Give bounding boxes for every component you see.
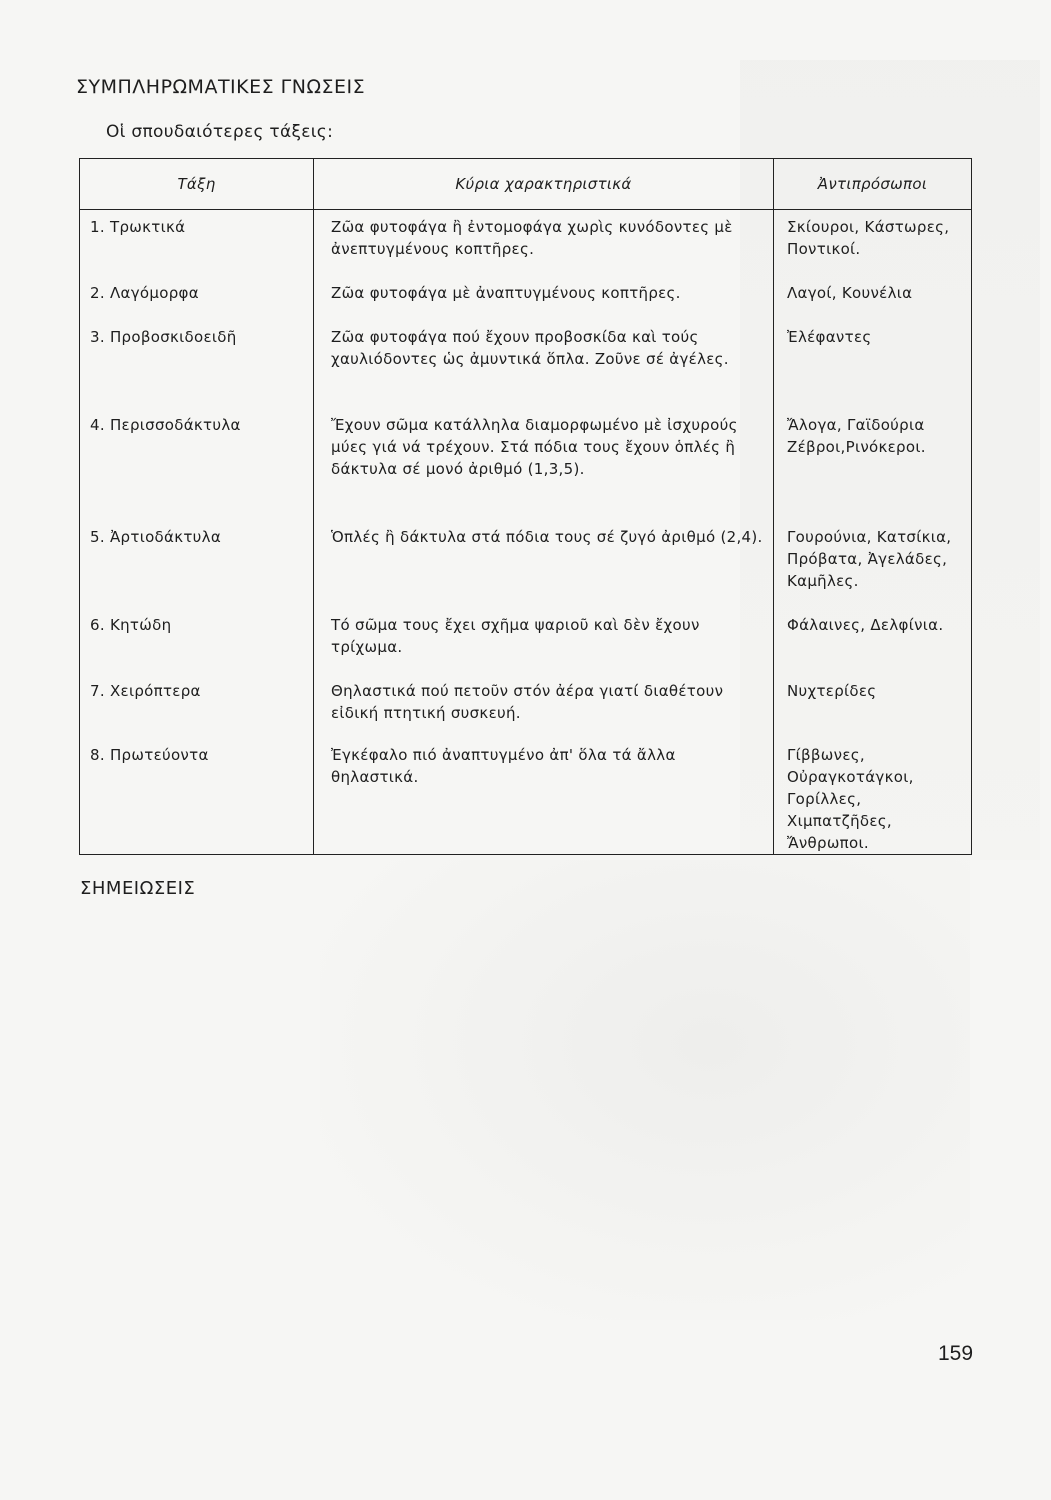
notes-heading: ΣΗΜΕΙΩΣΕΙΣ [80,878,196,899]
table-row [80,320,972,408]
cell-order: 3. Προβοσκιδοειδῆ [80,320,314,408]
cell-features: Ἐγκέφαλο πιό ἀναπτυγμένο ἀπ' ὅλα τά ἄλλα θηλαστικά. [314,738,774,855]
cell-representatives: Φάλαινες, Δελφίνια. [774,608,972,674]
cell-representatives: Ἐλέφαντες [774,320,972,408]
cell-order: 5. Ἀρτιοδάκτυλα [80,520,314,608]
cell-features: Θηλαστικά πού πετοῦν στόν ἀέρα γιατί διαθέτουν εἰδική πτητική συσκευή. [314,674,774,738]
cell-order: 4. Περισσοδάκτυλα [80,408,314,520]
table-row [80,520,972,608]
table-row [80,408,972,520]
cell-representatives: Ἄλογα, Γαϊδούρια Ζέβροι,Ρινόκεροι. [774,408,972,520]
show-through-flower-shadow [320,860,970,1320]
cell-representatives: Λαγοί, Κουνέλια [774,276,972,320]
cell-features: Ὁπλές ἢ δάκτυλα στά πόδια τους σέ ζυγό ἀριθμό (2,4). [314,520,774,608]
cell-representatives: Γουρούνια, Κατσίκια, Πρόβατα, Ἀγελάδες, Καμῆλες. [774,520,972,608]
orders-table [79,158,972,855]
cell-features: Ζῶα φυτοφάγα πού ἔχουν προβοσκίδα καὶ τούς χαυλιόδοντες ὡς ἀμυντικά ὅπλα. Ζοῦνε σέ ἀγέλες. [314,320,774,408]
cell-order: 8. Πρωτεύοντα [80,738,314,855]
cell-order: 6. Κητώδη [80,608,314,674]
cell-order: 1. Τρωκτικά [80,210,314,276]
cell-features: Ἔχουν σῶμα κατάλληλα διαμορφωμένο μὲ ἰσχυρούς μύες γιά νά τρέχουν. Στά πόδια τους ἔχουν ὁπλές ἢ δάκτυλα σέ μονό ἀριθμό (1,3,5). [314,408,774,520]
table-row [80,210,972,276]
header-order: Τάξη [80,159,314,210]
table-header-row [80,159,972,210]
section-subheading: Οἱ σπουδαιότερες τάξεις: [106,122,334,142]
table-row [80,738,972,855]
table-row [80,608,972,674]
cell-representatives: Γίββωνες, Οὐραγκοτάγκοι, Γορίλλες, Χιμπατζῆδες, Ἄνθρωποι. [774,738,972,855]
header-representatives: Ἀντιπρόσωποι [774,159,972,210]
cell-order: 2. Λαγόμορφα [80,276,314,320]
table-row [80,276,972,320]
section-heading: ΣΥΜΠΛΗΡΩΜΑΤΙΚΕΣ ΓΝΩΣΕΙΣ [76,76,366,98]
table-row [80,674,972,738]
cell-representatives: Σκίουροι, Κάστωρες, Ποντικοί. [774,210,972,276]
cell-features: Τό σῶμα τους ἔχει σχῆμα ψαριοῦ καὶ δὲν ἔχουν τρίχωμα. [314,608,774,674]
cell-order: 7. Χειρόπτερα [80,674,314,738]
cell-representatives: Νυχτερίδες [774,674,972,738]
page-number: 159 [938,1342,974,1365]
cell-features: Ζῶα φυτοφάγα ἢ ἐντομοφάγα χωρὶς κυνόδοντες μὲ ἀνεπτυγμένους κοπτῆρες. [314,210,774,276]
cell-features: Ζῶα φυτοφάγα μὲ ἀναπτυγμένους κοπτῆρες. [314,276,774,320]
header-features: Κύρια χαρακτηριστικά [314,159,774,210]
